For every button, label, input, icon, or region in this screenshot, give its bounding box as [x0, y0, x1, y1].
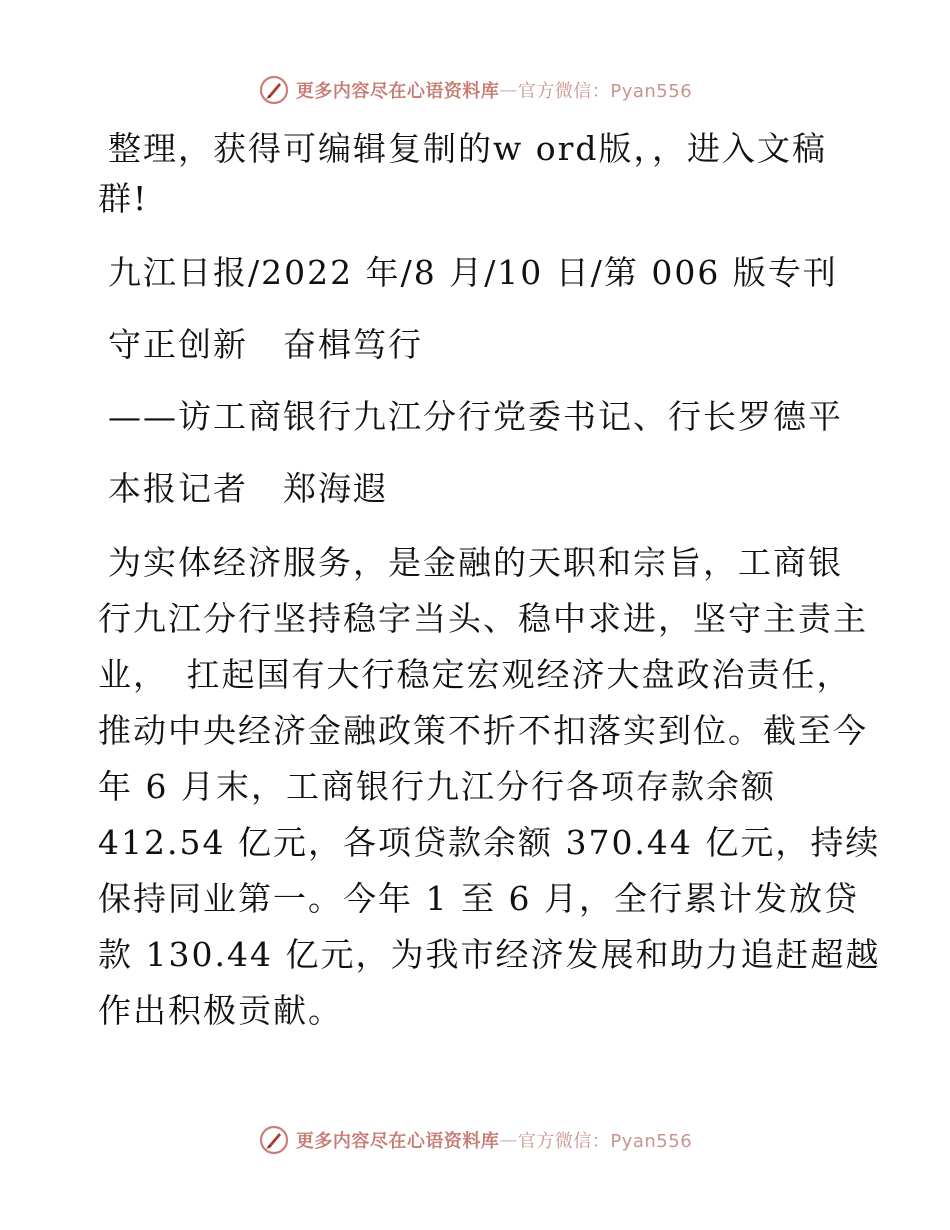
body-line-9: 作出积极贡献。 [98, 991, 343, 1030]
body-line-5: 年 6 月末，工商银行九江分行各项存款余额 [98, 767, 776, 806]
body-line-6: 412.54 亿元，各项贷款余额 370.44 亿元，持续 [98, 823, 881, 862]
headline: 守正创新 奋楫笃行 [108, 325, 423, 364]
byline: 本报记者 郑海遐 [108, 469, 388, 508]
watermark-contact-text: 官方微信：Pyan556 [517, 1131, 693, 1152]
body-line-1: 为实体经济服务，是金融的天职和宗旨，工商银 [108, 543, 843, 582]
watermark-dash: — [499, 1129, 518, 1151]
watermark-main-text: 更多内容尽在心语资料库 [295, 1131, 500, 1152]
body-line-7: 保持同业第一。今年 1 至 6 月，全行累计发放贷 [98, 879, 859, 918]
body-line-2: 行九江分行坚持稳字当头、稳中求进，坚守主责主 [98, 599, 868, 638]
footer-watermark [0, 1120, 950, 1160]
watermark-dash: — [499, 79, 518, 101]
quill-logo-icon [258, 74, 290, 106]
subheadline: ——访工商银行九江分行党委书记、行长罗德平 [108, 397, 843, 436]
header-watermark [0, 70, 950, 110]
body-line-3: 业， 扛起国有大行稳定宏观经济大盘政治责任， [98, 655, 852, 694]
watermark-main-text: 更多内容尽在心语资料库 [295, 81, 500, 102]
document-body [98, 124, 881, 1036]
source-line: 九江日报/2022 年/8 月/10 日/第 006 版专刊 [108, 253, 838, 292]
body-line-8: 款 130.44 亿元，为我市经济发展和助力追赶超越 [98, 935, 881, 974]
intro-line-2: 群! [98, 179, 149, 218]
intro-line-1: 整理，获得可编辑复制的w ord版，，进入文稿 [108, 129, 828, 168]
watermark-contact-text: 官方微信：Pyan556 [517, 81, 693, 102]
quill-logo-icon [258, 1124, 290, 1156]
body-line-4: 推动中央经济金融政策不折不扣落实到位。截至今 [98, 711, 868, 750]
